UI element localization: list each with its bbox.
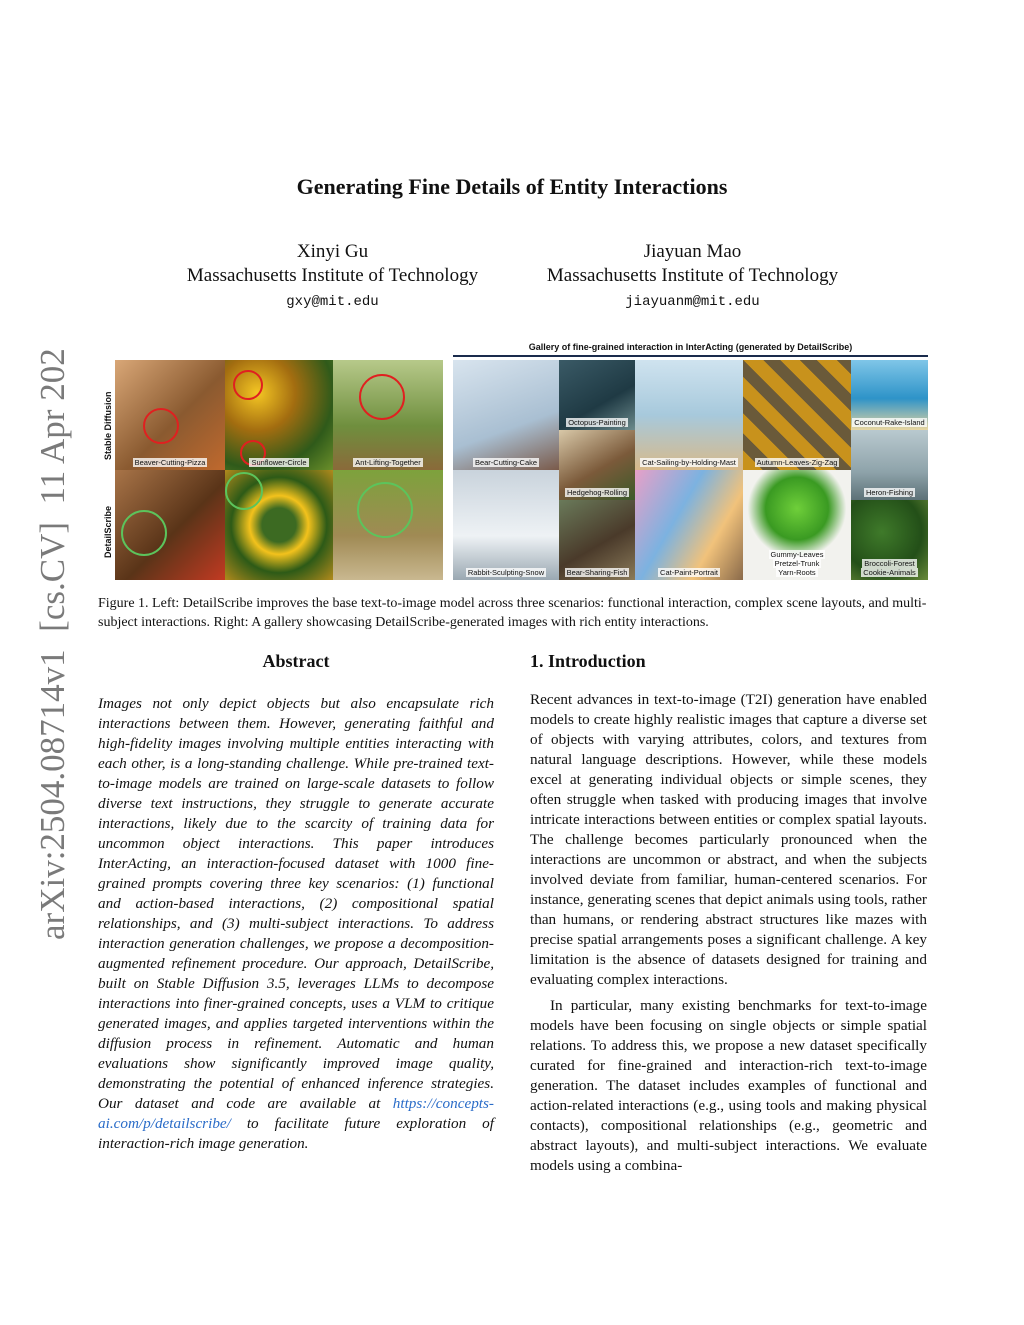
author-affiliation: Massachusetts Institute of Technology	[546, 265, 839, 286]
gallery-title: Gallery of fine-grained interaction in InterActing (generated by DetailScribe)	[528, 342, 853, 352]
green-highlight-circle	[225, 472, 263, 510]
author-email: gxy@mit.edu	[286, 294, 379, 310]
intro-paragraph-2: In particular, many existing benchmarks for text-to-image models have been focusing on single objects or simple spatial relations. To address this, we propose a new dataset specifically curated for fine-grained and interaction-rich text-to-image generation. The dataset includes examples of functional and action-related interactions (e.g., using tools and making physical contacts), compositional relationships (e.g., geometric and abstract layouts), and multi-subject interactions. We evaluate models using a combina-	[530, 997, 927, 1174]
gallery-cat-paint-image	[635, 470, 743, 580]
image-label: Coconut-Rake-Island	[854, 418, 925, 427]
gallery-hedgehog-image	[559, 430, 635, 500]
paper-title: Generating Fine Details of Entity Interactions	[296, 174, 728, 199]
image-label: Cookie-Animals	[863, 568, 916, 577]
detailscribe-beaver-pizza-image	[115, 470, 225, 580]
gallery-coconut-island-image	[851, 360, 928, 430]
introduction-text	[530, 690, 927, 1182]
image-label: Bear-Cutting-Cake	[474, 458, 538, 467]
green-highlight-circle	[357, 482, 413, 538]
figure-1	[98, 340, 928, 585]
sd-sunflower-circle-image	[225, 360, 333, 470]
intro-paragraph-1: Recent advances in text-to-image (T2I) generation have enabled models to create highly realistic images that capture a diverse set of objects with varying attributes, colors, and textures from natural language descriptions. However, while these models excel at generating individual objects or simple scenes, they often struggle when tasked with producing images that involve intricate interactions between entities or complex spatial layouts. The challenge becomes particularly pronounced when the interactions are uncommon or abstract, and when the subjects involved deviate from familiar, human-centered scenarios. For instance, generating scenes that depict animals using tools, rather than humans, or rendering abstract structures like mazes with precise spatial arrangements poses a significant challenge. A key limitation is the absence of datasets designed for training and evaluating complex interactions.	[530, 691, 927, 988]
image-label: Gummy-Leaves	[770, 550, 824, 559]
detailscribe-ant-lifting-image	[333, 470, 443, 580]
image-label: Cat-Paint-Portrait	[660, 568, 718, 577]
image-label: Rabbit-Sculpting-Snow	[467, 568, 545, 577]
arxiv-identifier: arXiv:2504.08714v1 [cs.CV] 11 Apr 2025	[33, 350, 72, 940]
row-label-stable-diffusion: Stable Diffusion	[103, 391, 113, 460]
image-label: Sunflower-Circle	[251, 458, 307, 467]
introduction-heading: 1. Introduction	[530, 651, 646, 671]
gallery-heron-image	[851, 430, 928, 500]
author-name: Xinyi Gu	[296, 241, 369, 262]
author-affiliation: Massachusetts Institute of Technology	[186, 265, 479, 286]
gallery-gummy-tree-image	[743, 470, 851, 580]
gallery-bear-cake-image	[453, 360, 559, 470]
image-label: Cat-Sailing-by-Holding-Mast	[642, 458, 736, 467]
author-email: jiayuanm@mit.edu	[625, 294, 760, 310]
author-block-2	[520, 240, 865, 314]
image-label: Broccoli-Forest	[864, 559, 915, 568]
gallery-bear-fish-image	[559, 500, 635, 580]
abstract-body: Images not only depict objects but also encapsulate rich interactions between them. However, generating faithful and high-fidelity images involving multiple entities interacting with each other, is a long-standing challenge. While pre-trained text-to-image models are trained on large-scale datasets to follow diverse text instructions, they struggle to generate accurate interactions, likely due to the scarcity of training data for uncommon object interactions. This paper introduces InterActing, an interaction-focused dataset with 1000 fine-grained prompts covering three key scenarios: (1) functional and action-based interactions, (2) compositional spatial relationships, and (3) multi-subject interactions. To address interaction generation challenges, we propose a decomposition-augmented refinement procedure. Our approach, DetailScribe, built on Stable Diffusion 3.5, leverages LLMs to decompose interactions into finer-grained concepts, uses a VLM to critique generated images, and applies targeted interventions within the diffusion process in refinement. Automatic and human evaluations show significantly improved image quality, demonstrating the potential of enhanced inference strategies. Our dataset and code are available at	[98, 695, 494, 1112]
gallery-autumn-leaves-image	[743, 360, 851, 470]
gallery-broccoli-forest-image	[851, 500, 928, 580]
red-highlight-circle	[143, 408, 179, 444]
detailscribe-sunflower-circle-image	[225, 470, 333, 580]
image-label: Bear-Sharing-Fish	[566, 568, 628, 577]
row-label-detailscribe: DetailScribe	[103, 505, 113, 558]
arxiv-sidebar-stamp	[28, 350, 73, 950]
gallery-divider	[453, 355, 928, 357]
gallery-cat-sailing-image	[635, 360, 743, 470]
image-label: Heron-Fishing	[865, 488, 914, 497]
green-highlight-circle	[121, 510, 167, 556]
gallery-octopus-image	[559, 360, 635, 430]
image-label: Yarn-Roots	[778, 568, 816, 577]
red-highlight-circle	[359, 374, 405, 420]
project-link[interactable]: https://concepts-ai.com/p/detailscribe/	[98, 1095, 494, 1132]
sd-beaver-pizza-image	[115, 360, 225, 470]
gallery-rabbit-snow-image	[453, 470, 559, 580]
image-label: Octopus-Painting	[568, 418, 626, 427]
abstract-text	[98, 694, 494, 1154]
image-label: Ant-Lifting-Together	[355, 458, 421, 467]
image-label: Pretzel-Trunk	[774, 559, 820, 568]
image-label: Beaver-Cutting-Pizza	[134, 458, 206, 467]
abstract-heading: Abstract	[262, 651, 330, 671]
author-name: Jiayuan Mao	[643, 241, 742, 262]
abstract-body-end: to facilitate future exploration of interaction-rich image generation.	[98, 1115, 494, 1152]
sd-ant-lifting-image	[333, 360, 443, 470]
author-block-1	[160, 240, 505, 314]
figure-caption: Figure 1. Left: DetailScribe improves the base text-to-image model across three scenarios: functional interaction, complex scene layouts, and multi-subject interactions. Right: A gallery showcasing DetailScribe-generated images with rich entity interactions.	[98, 596, 927, 630]
image-label: Autumn-Leaves-Zig-Zag	[756, 458, 838, 467]
image-label: Hedgehog-Rolling	[566, 488, 628, 497]
red-highlight-circle	[233, 370, 263, 400]
